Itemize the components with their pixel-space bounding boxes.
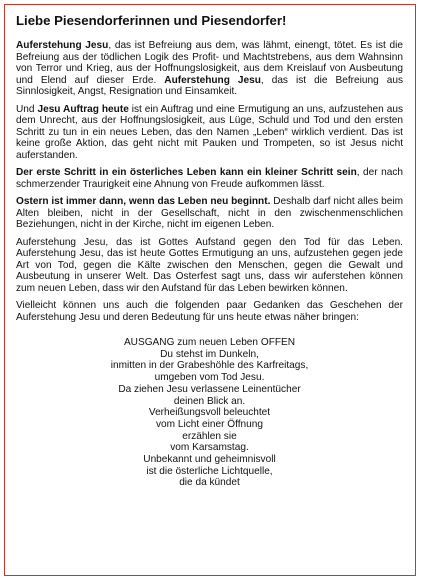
text-segment: ist ein Auftrag und eine Ermutigung an uns, aufzustehen aus dem Unrecht, aus der Hoffnungslosigkeit, aus Lüge, Schuld und Tod und den ersten Schritt zu tun in ein neues Leben, das den Namen „Leben“ wirklich verdient. Das ist keine große Aktion, das geht nicht mit Pauken und Trompeten, so ist Jesus nicht auferstanden. bbox=[16, 103, 403, 161]
body-text bbox=[16, 40, 403, 323]
poem-line: Da ziehen Jesu verlassene Leinentücher bbox=[118, 383, 301, 395]
text-segment: , das ist die Befreiung aus Sinnlosigkeit, Angst, Resignation und Einsamkeit. bbox=[16, 74, 404, 97]
text-segment: , der nach schmerzender Traurigkeit eine Ahnung von Freude aufkommen lässt. bbox=[16, 167, 404, 190]
poem-line: erzählen sie bbox=[182, 430, 237, 442]
bold-text: Auferstehung Jesu bbox=[16, 40, 109, 51]
text-segment: , das ist Befreiung aus dem, was lähmt, einengt, tötet. Es ist die Befreiung aus der tödlichen Logik des Profit- und Machtstrebens, aus dem Wahnsinn von Terror und Krieg, aus der Hoffnungslosigkeit, aus dem Kreislauf von Ausbeutung und Elend auf dieser Erde. bbox=[16, 40, 403, 86]
poem-line: AUSGANG zum neuen Leben OFFEN bbox=[123, 337, 296, 348]
text-segment: Vielleicht können uns auch die folgenden paar Gedanken das Geschehen der Auferstehung Jesu und deren Bedeutung für uns heute etwas näher bringen: bbox=[16, 300, 403, 323]
paragraph-5 bbox=[16, 237, 403, 295]
paragraph-2 bbox=[16, 104, 403, 162]
poem-line: vom Karsamstag. bbox=[170, 442, 249, 454]
poem-line: Verheißungsvoll beleuchtet bbox=[148, 407, 271, 419]
text-segment: Deshalb darf nicht alles beim Alten bleiben, nicht in der Gesellschaft, nicht in den zwischenmenschlichen Beziehungen, nicht in der Kirche, nicht im eigenen Leben. bbox=[16, 196, 403, 230]
bold-text: Auferstehung Jesu bbox=[164, 74, 261, 86]
poem bbox=[16, 337, 403, 489]
paragraph-1 bbox=[16, 40, 403, 98]
poem-line: ist die österliche Lichtquelle, bbox=[146, 465, 273, 477]
poem-line: die da kündet bbox=[179, 477, 240, 489]
poem-line: Du stehst im Dunkeln, bbox=[160, 348, 259, 360]
page-title: Liebe Piesendorferinnen und Piesendorfer! bbox=[16, 13, 287, 28]
poem-line: umgeben vom Tod Jesu. bbox=[154, 372, 265, 384]
poem-line: vom Licht einer Öffnung bbox=[156, 418, 263, 430]
bold-text: Der erste Schritt in ein österliches Leben kann ein kleiner Schritt sein bbox=[16, 167, 357, 178]
paragraph-4 bbox=[16, 196, 403, 231]
poem-line: Unbekannt und geheimnisvoll bbox=[143, 454, 276, 466]
newsletter-page bbox=[4, 4, 416, 576]
text-segment: Auferstehung Jesu, das ist Gottes Aufstand gegen den Tod für das Leben. Auferstehung Jesu, das ist heute Gottes Ermutigung an uns, aufzustehen gegen jede Art von Tod, gegen die Kälte zwischen den Menschen, gegen die Gewalt und Ausbeutung in unserer Welt. Das Osterfest sagt uns, dass wir auferstehen können zum neuen Leben, dass wir den Aufstand für das Leben bewirken können. bbox=[16, 236, 403, 294]
poem-line: deinen Blick an. bbox=[173, 395, 246, 407]
paragraph-6 bbox=[16, 300, 403, 323]
bold-text: Ostern ist immer dann, wenn das Leben neu beginnt. bbox=[16, 196, 271, 207]
bold-text: Jesu Auftrag heute bbox=[37, 103, 129, 115]
text-segment: Und bbox=[16, 103, 38, 115]
paragraph-3 bbox=[16, 167, 403, 190]
poem-line: inmitten in der Grabeshöhle des Karfreitags, bbox=[110, 360, 309, 372]
